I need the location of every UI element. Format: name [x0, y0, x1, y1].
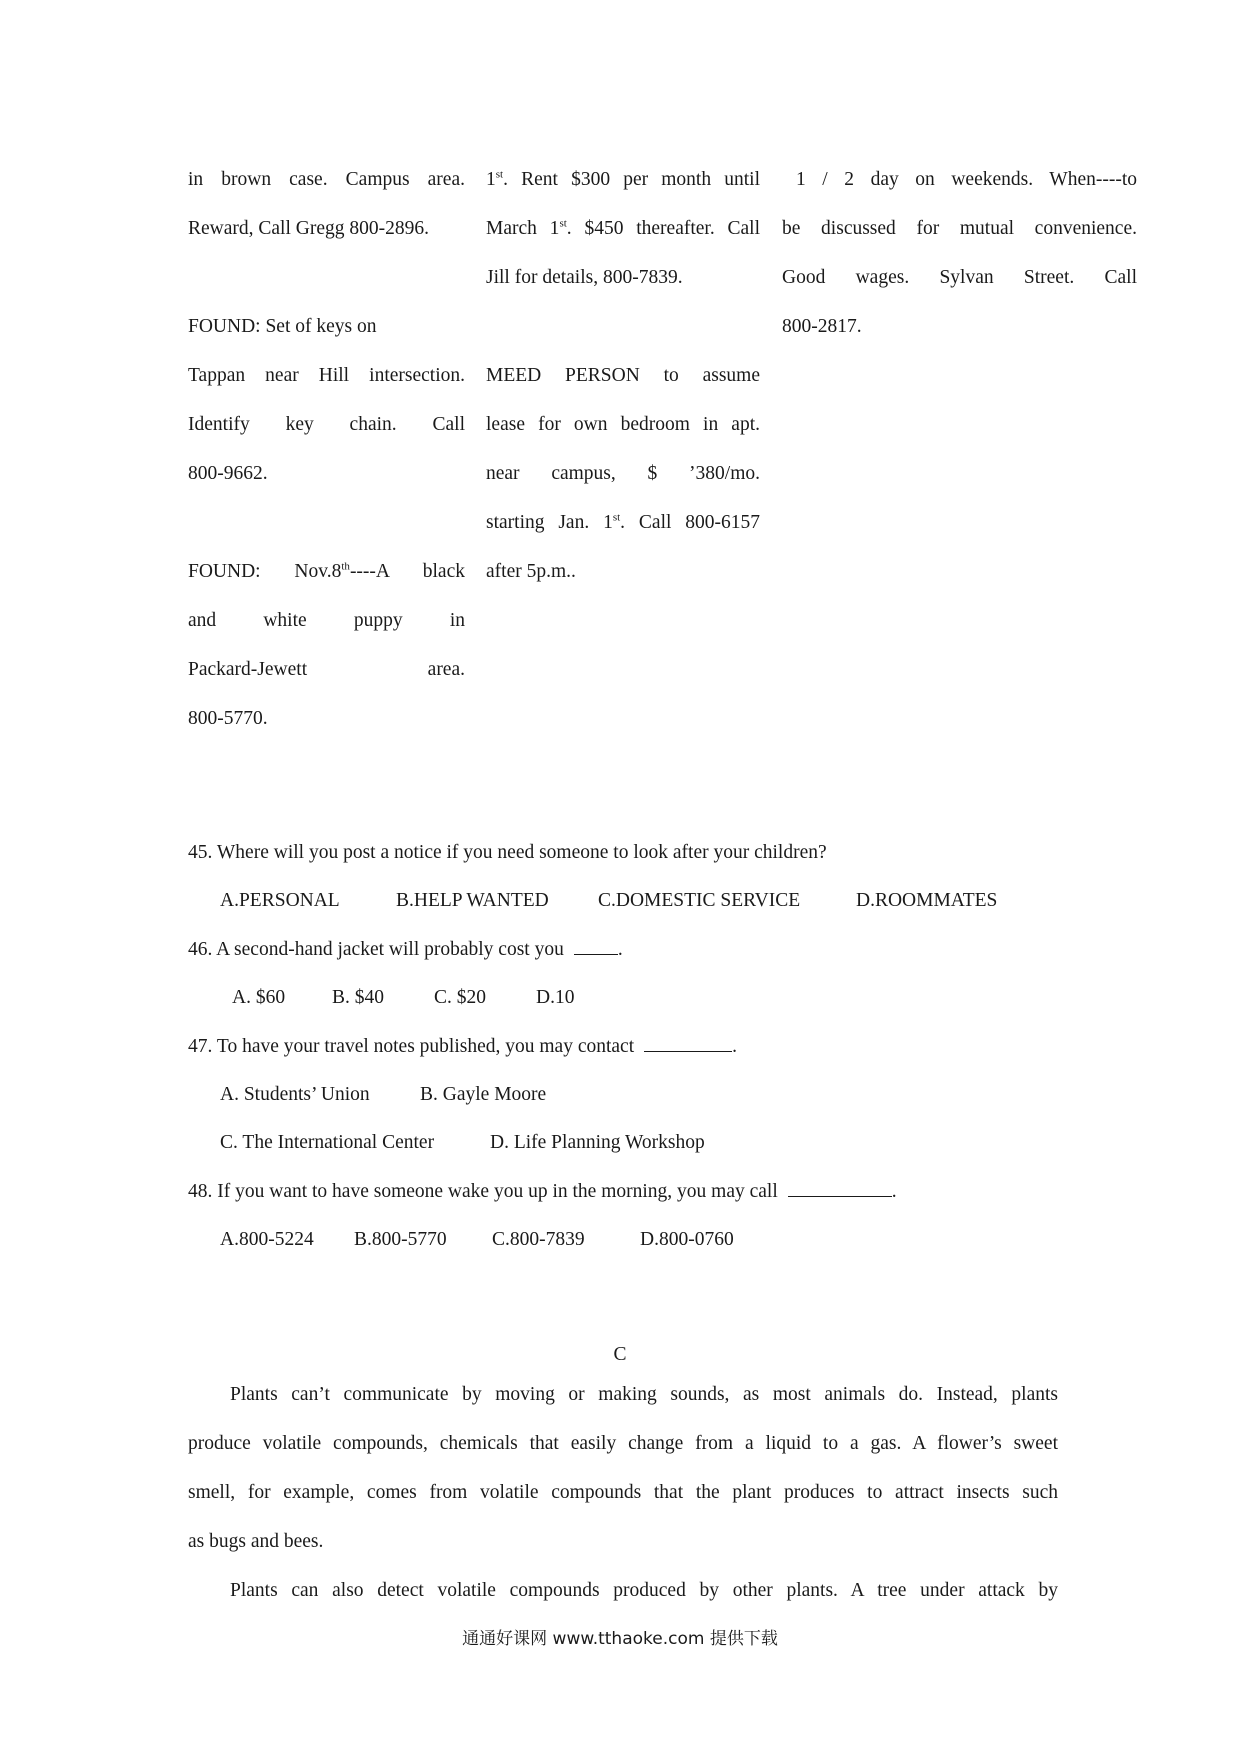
ad-column-2 [486, 155, 760, 596]
col2-line: starting Jan. 1st. Call 800-6157 [486, 511, 760, 533]
col1-line: Tappan near Hill intersection. [188, 365, 465, 386]
question-48 [188, 1177, 897, 1207]
option-c: C.DOMESTIC SERVICE [598, 890, 801, 911]
question-45: 45. Where will you post a notice if you need someone to look after your children? [188, 842, 827, 863]
option-d: D.ROOMMATES [856, 890, 998, 911]
col1-line: 800-9662. [188, 463, 268, 484]
answer-blank [574, 936, 618, 955]
option-b: B.800-5770 [354, 1229, 447, 1250]
option-c: C. $20 [434, 987, 487, 1008]
col3-line: 800-2817. [782, 316, 862, 337]
option-c: C.800-7839 [492, 1229, 585, 1250]
col1-line: Packard-Jewett area. [188, 659, 465, 680]
passage-line: smell, for example, comes from volatile compounds that the plant produces to attract insects such [188, 1482, 1058, 1503]
col1-line: in brown case. Campus area. [188, 169, 465, 190]
question-48-end: . [891, 1181, 897, 1202]
question-46 [188, 935, 623, 965]
option-b: B.HELP WANTED [396, 890, 549, 911]
passage-line: produce volatile compounds, chemicals that easily change from a liquid to a gas. A flower’s sweet [188, 1433, 1058, 1454]
option-d: D.10 [536, 987, 575, 1008]
question-47 [188, 1032, 737, 1062]
col2-line: March 1st. $450 thereafter. Call [486, 217, 760, 239]
section-heading: C [613, 1344, 627, 1365]
passage-line: as bugs and bees. [188, 1531, 324, 1552]
col2-line: Jill for details, 800-7839. [486, 267, 683, 288]
col1-line: FOUND: Nov.8th----A black [188, 560, 465, 582]
col1-line: Identify key chain. Call [188, 414, 465, 435]
page-footer: 通通好课网 www.tthaoke.com 提供下载 [462, 1629, 778, 1649]
question-47-end: . [732, 1036, 738, 1057]
col1-line: Reward, Call Gregg 800-2896. [188, 218, 429, 239]
question-46-end: . [617, 939, 623, 960]
col1-line: FOUND: Set of keys on [188, 316, 377, 337]
col1-line: 800-5770. [188, 708, 268, 729]
question-47-stem: 47. To have your travel notes published, you may contact [188, 1036, 635, 1057]
question-48-stem: 48. If you want to have someone wake you up in the morning, you may call [188, 1181, 778, 1202]
col3-line: be discussed for mutual convenience. [782, 218, 1137, 239]
col1-line: and white puppy in [188, 610, 465, 631]
option-c: C. The International Center [220, 1132, 435, 1153]
col2-line: MEED PERSON to assume [486, 365, 760, 386]
ad-column-3 [782, 155, 1137, 351]
option-a: A.800-5224 [220, 1229, 314, 1250]
col2-line: after 5p.m.. [486, 561, 576, 582]
option-a: A. $60 [232, 987, 286, 1008]
col2-line: near campus, $ ’380/mo. [486, 463, 760, 484]
passage-paragraph-1 [188, 1370, 1058, 1615]
question-46-stem: 46. A second-hand jacket will probably cost you [188, 939, 564, 960]
col3-line: 1 / 2 day on weekends. When----to [796, 169, 1137, 190]
answer-blank [644, 1033, 732, 1052]
col2-line: 1st. Rent $300 per month until [486, 168, 760, 190]
option-a: A.PERSONAL [220, 890, 340, 911]
col2-line: lease for own bedroom in apt. [486, 414, 760, 435]
answer-blank [788, 1178, 892, 1197]
col3-line: Good wages. Sylvan Street. Call [782, 267, 1137, 288]
passage-line: Plants can also detect volatile compounds produced by other plants. A tree under attack by [230, 1580, 1058, 1601]
option-d: D.800-0760 [640, 1229, 734, 1250]
option-d: D. Life Planning Workshop [490, 1132, 705, 1153]
option-a: A. Students’ Union [220, 1084, 370, 1105]
option-b: B. Gayle Moore [420, 1084, 547, 1105]
option-b: B. $40 [332, 987, 385, 1008]
ad-column-1 [188, 155, 465, 743]
passage-line: Plants can’t communicate by moving or making sounds, as most animals do. Instead, plants [230, 1384, 1058, 1405]
